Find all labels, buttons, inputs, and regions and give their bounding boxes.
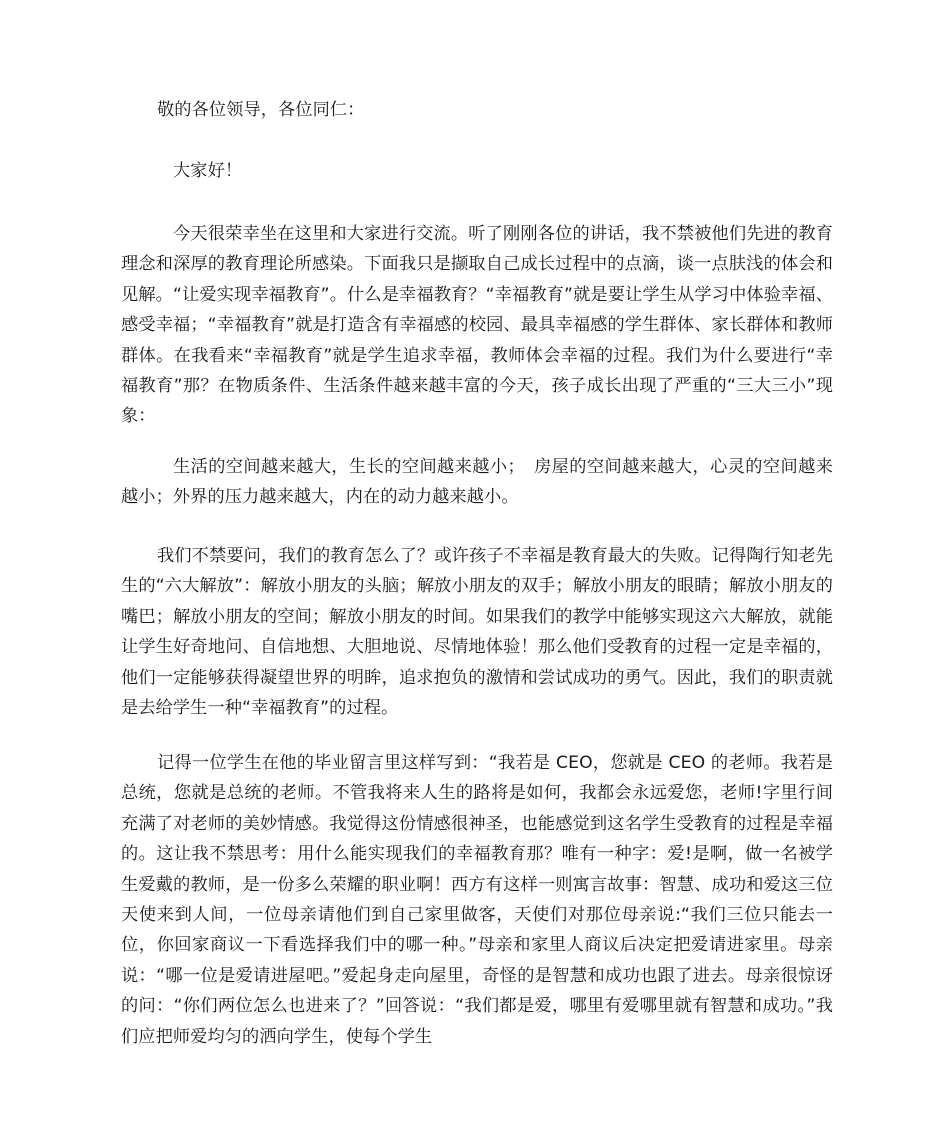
greeting: 大家好！	[173, 161, 243, 181]
paragraph-1: 今天很荣幸坐在这里和大家进行交流。听了刚刚各位的讲话，我不禁被他们先进的教育理念和深厚的教育理论所感染。下面我只是撷取自己成长过程中的点滴，谈一点肤浅的体会和见解。“让爱实现幸福教育”。什么是幸福教育？“幸福教育”就是要让学生从学习中体验幸福、感受幸福；“幸福教育”就是打造含有幸福感的校园、最具幸福感的学生群体、家长群体和教师群体。在我看来“幸福教育”就是学生追求幸福，教师体会幸福的过程。我们为什么要进行“幸福教育”那？在物质条件、生活条件越来越丰富的今天，孩子成长出现了严重的“三大三小”现象：	[121, 224, 833, 427]
paragraph-3: 我们不禁要问，我们的教育怎么了？或许孩子不幸福是教育最大的失败。记得陶行知老先生的“六大解放”：解放小朋友的头脑；解放小朋友的双手；解放小朋友的眼睛；解放小朋友的嘴巴；解放小朋友的空间；解放小朋友的时间。如果我们的教学中能够实现这六大解放，就能让学生好奇地问、自信地想、大胆地说、尽情地体验！那么他们受教育的过程一定是幸福的，他们一定能够获得凝望世界的明眸，追求抱负的激情和尝试成功的勇气。因此，我们的职责就是去给学生一种“幸福教育”的过程。	[121, 546, 833, 719]
paragraph-2: 生活的空间越来越大，生长的空间越来越小； 房屋的空间越来越大，心灵的空间越来越小；外界的压力越来越大，内在的动力越来越小。	[121, 457, 833, 508]
salutation: 敬的各位领导，各位同仁：	[157, 100, 365, 120]
paragraph-4: 记得一位学生在他的毕业留言里这样写到：“我若是 CEO，您就是 CEO 的老师。我若是总统，您就是总统的老师。不管我将来人生的路将是如何，我都会永远爱您，老师!字里行间充满了对老师的美妙情感。我觉得这份情感很神圣，也能感觉到这名学生受教育的过程是幸福的。这让我不禁思考：用什么能实现我们的幸福教育那？唯有一种字：爱!是啊，做一名被学生爱戴的教师，是一份多么荣耀的职业啊！西方有这样一则寓言故事：智慧、成功和爱这三位天使来到人间，一位母亲请他们到自己家里做客，天使们对那位母亲说:“我们三位只能去一位，你回家商议一下看选择我们中的哪一种。”母亲和家里人商议后决定把爱请进家里。母亲说：“哪一位是爱请进屋吧。”爱起身走向屋里，奇怪的是智慧和成功也跟了进去。母亲很惊讶的问：“你们两位怎么也进来了？”回答说：“我们都是爱，哪里有爱哪里就有智慧和成功。”我们应把师爱均匀的洒向学生，使每个学生	[121, 753, 833, 1047]
